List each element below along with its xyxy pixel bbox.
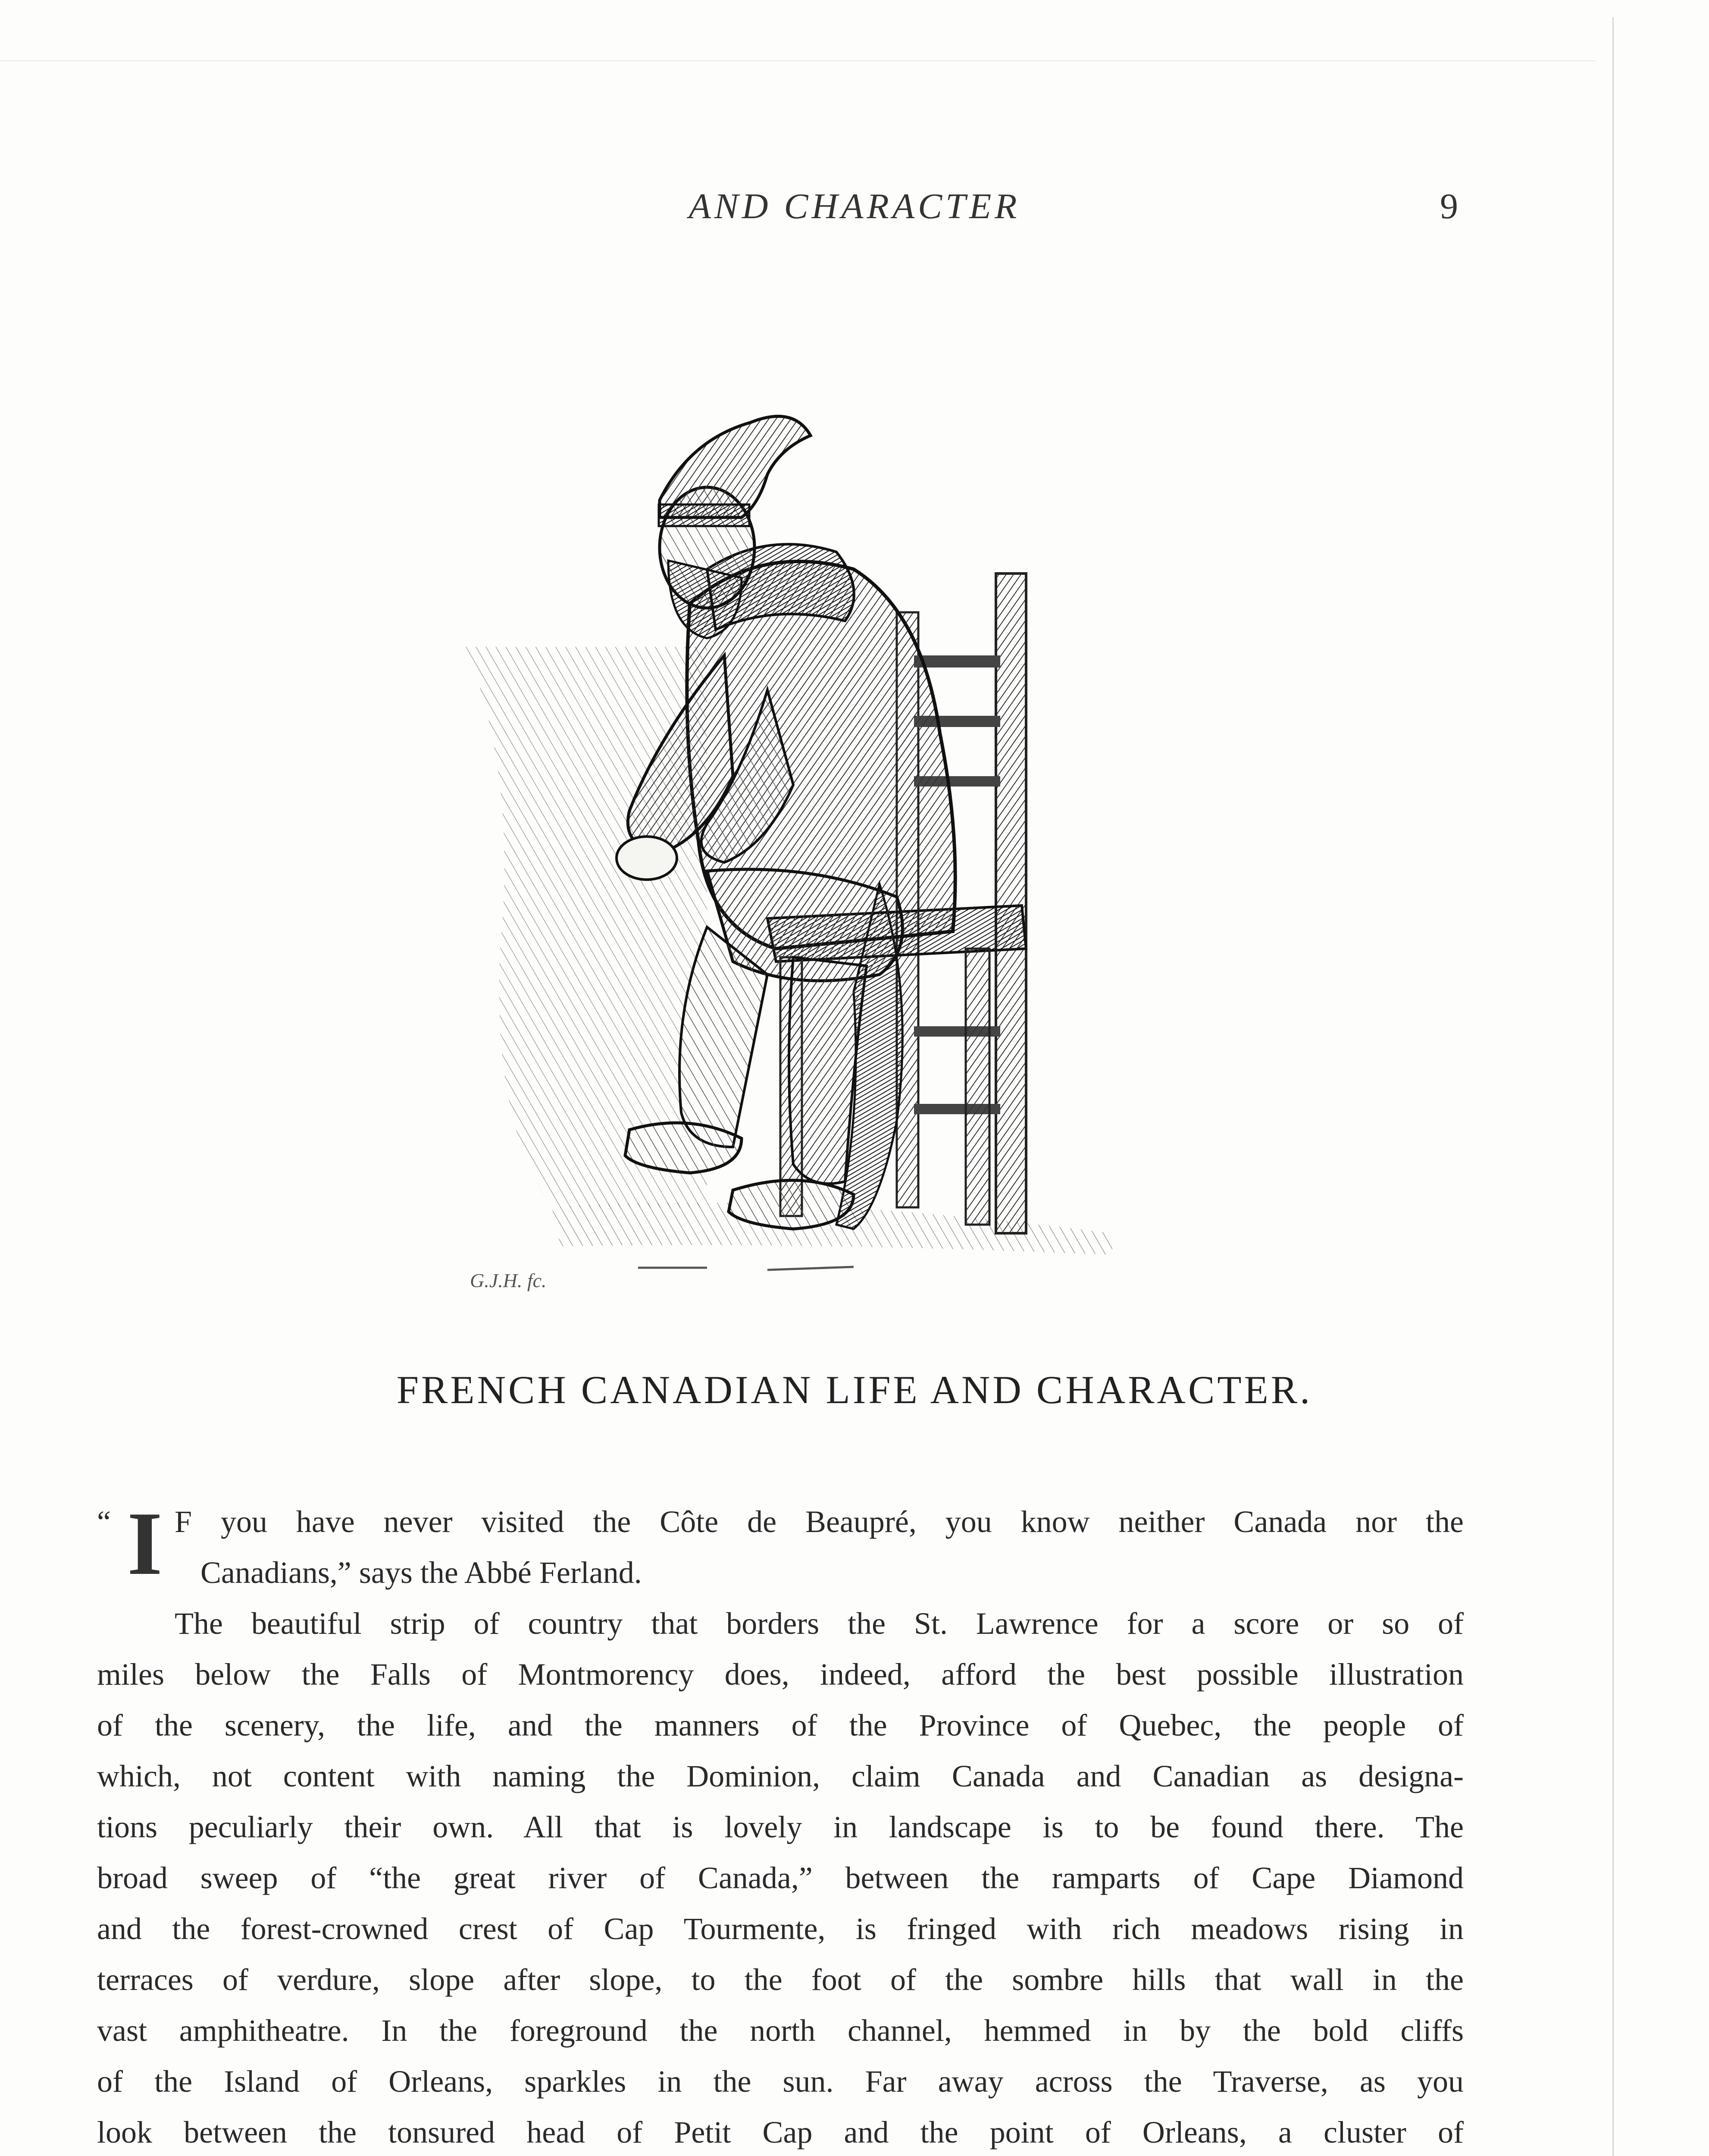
text-line: broad sweep of “the great river of Canada,” between the ramparts of Cape Diamond: [97, 1861, 1464, 1895]
seated-habitant-engraving: [466, 388, 1121, 1294]
text-line: vast amphitheatre. In the foreground the north channel, hemmed in by the bold cliffs: [97, 2013, 1464, 2048]
chapter-title: FRENCH CANADIAN LIFE AND CHARACTER.: [396, 1368, 1313, 1412]
paragraph-1: [97, 1496, 1464, 1598]
text-line: Canadians,” says the Abbé Ferland.: [200, 1555, 642, 1590]
text-line: look between the tonsured head of Petit Cap and the point of Orleans, a cluster of: [97, 2115, 1464, 2150]
drop-cap: I: [127, 1494, 163, 1594]
text-line: which, not content with naming the Dominion, claim Canada and Canadian as designa-: [97, 1759, 1464, 1793]
engraver-signature: G.J.H. fc.: [470, 1269, 547, 1291]
text-line: The beautiful strip of country that borders the St. Lawrence for a score or so of: [175, 1606, 1464, 1641]
text-line: miles below the Falls of Montmorency does, indeed, afford the best possible illustration: [97, 1657, 1464, 1692]
scan-edge-line: [0, 60, 1595, 61]
text-line: tions peculiarly their own. All that is lovely in landscape is to be found there. The: [97, 1810, 1464, 1844]
paragraph-2: [97, 1598, 1464, 2156]
text-line: F you have never visited the Côte de Beaupré, you know neither Canada nor the: [175, 1504, 1464, 1539]
text-line: of the Island of Orleans, sparkles in the sun. Far away across the Traverse, as you: [97, 2064, 1464, 2099]
body-text: [97, 1496, 1464, 2156]
page-number: 9: [1440, 186, 1458, 226]
text-line: and the forest-crowned crest of Cap Tourmente, is fringed with rich meadows rising in: [97, 1912, 1464, 1946]
open-quote: “: [97, 1504, 111, 1539]
scan-edge-line: [1612, 17, 1614, 2156]
text-line: of the scenery, the life, and the manners of the Province of Quebec, the people of: [97, 1708, 1464, 1742]
running-head: AND CHARACTER: [689, 186, 1020, 226]
text-line: terraces of verdure, slope after slope, to the foot of the sombre hills that wall in the: [97, 1962, 1464, 1997]
